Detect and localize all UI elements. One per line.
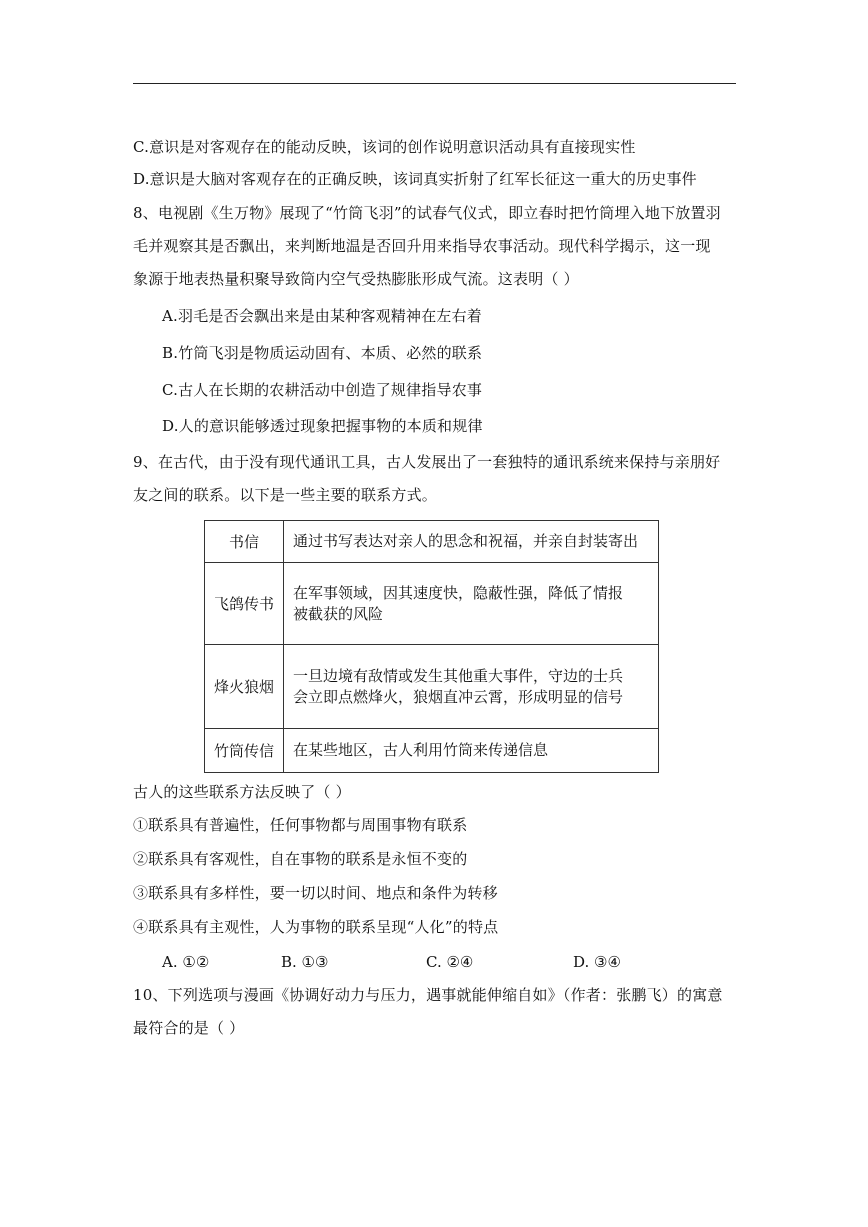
q9-statement-3: ③联系具有多样性，要一切以时间、地点和条件为转移: [133, 884, 498, 902]
q9-statement-2: ②联系具有客观性，自在事物的联系是永恒不变的: [133, 850, 468, 868]
q9-choice-c: C. ②④: [426, 953, 474, 971]
q9-choice-a: A. ①②: [162, 953, 210, 971]
method-name: 飞鸽传书: [205, 563, 284, 645]
table-row: [205, 729, 659, 773]
table-row: [205, 563, 659, 645]
header-rule: [133, 83, 736, 84]
communication-methods-table: [204, 520, 659, 773]
table-row: [205, 521, 659, 563]
method-name: 书信: [205, 521, 284, 563]
method-description: 通过书写表达对亲人的思念和祝福，并亲自封装寄出: [284, 521, 659, 563]
q7-option-c: C.意识是对客观存在的能动反映，该词的创作说明意识活动具有直接现实性: [133, 138, 636, 156]
method-name: 竹筒传信: [205, 729, 284, 773]
q8-stem-line-3: 象源于地表热量积聚导致筒内空气受热膨胀形成气流。这表明（ ）: [133, 270, 579, 288]
q9-choice-b: B. ①③: [281, 953, 329, 971]
method-name: 烽火狼烟: [205, 645, 284, 729]
q8-option-b: B.竹筒飞羽是物质运动固有、本质、必然的联系: [162, 344, 483, 362]
q8-stem-line-2: 毛并观察其是否飘出，来判断地温是否回升用来指导农事活动。现代科学揭示，这一现: [133, 237, 711, 255]
q9-question: 古人的这些联系方法反映了（ ）: [133, 783, 351, 801]
q9-statement-4: ④联系具有主观性，人为事物的联系呈现“人化”的特点: [133, 918, 499, 936]
q10-stem-line-1: 10、下列选项与漫画《协调好动力与压力，遇事就能伸缩自如》（作者：张鹏飞）的寓意: [133, 986, 723, 1004]
q8-option-c: C.古人在长期的农耕活动中创造了规律指导农事: [162, 381, 483, 399]
method-description: 在某些地区，古人利用竹筒来传递信息: [284, 729, 659, 773]
q10-stem-line-2: 最符合的是（ ）: [133, 1019, 245, 1037]
method-description: 在军事领域，因其速度快，隐蔽性强，降低了情报 被截获的风险: [284, 563, 659, 645]
q8-stem-line-1: 8、电视剧《生万物》展现了“竹筒飞羽”的试春气仪式，即立春时把竹筒埋入地下放置羽: [133, 204, 721, 222]
q8-option-a: A.羽毛是否会飘出来是由某种客观精神在左右着: [162, 307, 483, 325]
q9-choice-d: D. ③④: [573, 953, 621, 971]
method-description: 一旦边境有敌情或发生其他重大事件，守边的士兵 会立即点燃烽火，狼烟直冲云霄，形成明显的信号: [284, 645, 659, 729]
q9-choices: [162, 952, 662, 972]
q9-stem-line-2: 友之间的联系。以下是一些主要的联系方式。: [133, 486, 438, 504]
q8-option-d: D.人的意识能够透过现象把握事物的本质和规律: [162, 417, 483, 435]
q7-option-d: D.意识是大脑对客观存在的正确反映，该词真实折射了红军长征这一重大的历史事件: [133, 170, 697, 188]
q9-stem-line-1: 9、在古代，由于没有现代通讯工具，古人发展出了一套独特的通讯系统来保持与亲朋好: [133, 453, 721, 471]
q9-statement-1: ①联系具有普遍性，任何事物都与周围事物有联系: [133, 816, 468, 834]
table-row: [205, 645, 659, 729]
